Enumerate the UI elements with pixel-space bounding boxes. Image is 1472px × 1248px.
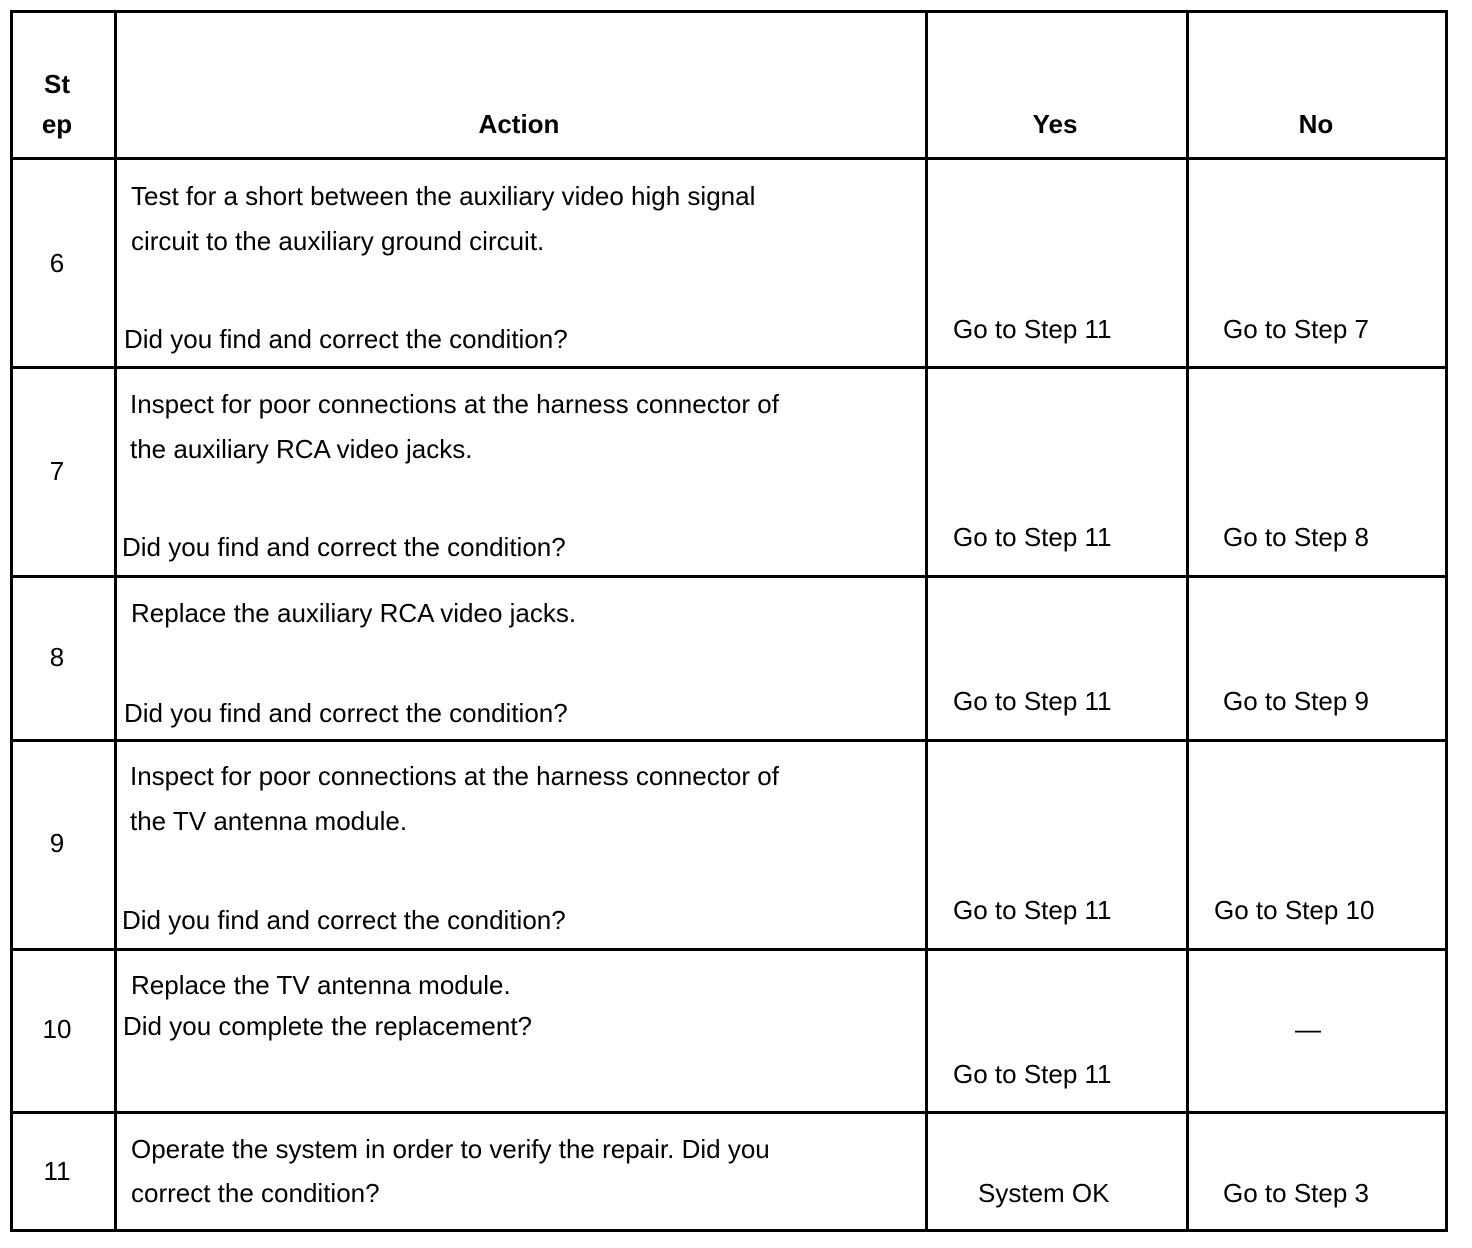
header-yes: Yes — [1032, 109, 1078, 139]
action-text: Test for a short between the auxiliary video high signal — [131, 181, 756, 211]
yes-result: Go to Step 11 — [953, 895, 1112, 925]
header-step-line1: St — [44, 69, 70, 99]
column-divider — [114, 13, 117, 1229]
action-text: circuit to the auxiliary ground circuit. — [131, 226, 545, 256]
row-divider — [13, 948, 1445, 951]
no-result: Go to Step 8 — [1223, 522, 1369, 552]
action-text: Replace the TV antenna module. — [131, 970, 511, 1000]
step-number: 9 — [49, 828, 65, 858]
action-text: the auxiliary RCA video jacks. — [130, 434, 473, 464]
header-no: No — [1298, 109, 1334, 139]
action-text: correct the condition? — [131, 1178, 380, 1208]
header-step — [13, 69, 101, 139]
step-number: 10 — [42, 1014, 72, 1044]
row-divider — [13, 575, 1445, 578]
action-question: Did you complete the replacement? — [123, 1011, 533, 1041]
yes-result: Go to Step 11 — [953, 314, 1112, 344]
header-action: Action — [478, 109, 560, 139]
no-result: Go to Step 3 — [1223, 1178, 1369, 1208]
column-divider — [925, 13, 928, 1229]
action-question: Did you find and correct the condition? — [122, 905, 566, 935]
yes-result: Go to Step 11 — [953, 522, 1112, 552]
yes-result: Go to Step 11 — [953, 686, 1112, 716]
row-divider — [13, 366, 1445, 369]
yes-result: System OK — [978, 1178, 1110, 1208]
step-number: 11 — [43, 1156, 71, 1186]
no-result: — — [1295, 1014, 1321, 1044]
column-divider — [1186, 13, 1189, 1229]
action-text: Inspect for poor connections at the harness connector of — [130, 389, 779, 419]
header-step-line2: ep — [41, 109, 73, 139]
action-text: Operate the system in order to verify the repair. Did you — [131, 1134, 770, 1164]
action-question: Did you find and correct the condition? — [122, 532, 566, 562]
yes-result: Go to Step 11 — [953, 1059, 1112, 1089]
step-number: 7 — [49, 456, 65, 486]
row-divider — [13, 739, 1445, 742]
action-text: Replace the auxiliary RCA video jacks. — [131, 598, 577, 628]
no-result: Go to Step 9 — [1223, 686, 1369, 716]
step-number: 8 — [49, 642, 65, 672]
action-question: Did you find and correct the condition? — [124, 324, 568, 354]
action-text: the TV antenna module. — [130, 806, 408, 836]
action-text: Inspect for poor connections at the harness connector of — [130, 761, 779, 791]
step-number: 6 — [49, 248, 65, 278]
action-question: Did you find and correct the condition? — [124, 698, 568, 728]
no-result: Go to Step 7 — [1223, 314, 1369, 344]
row-divider — [13, 1111, 1445, 1114]
no-result: Go to Step 10 — [1214, 895, 1375, 925]
row-divider — [13, 157, 1445, 160]
